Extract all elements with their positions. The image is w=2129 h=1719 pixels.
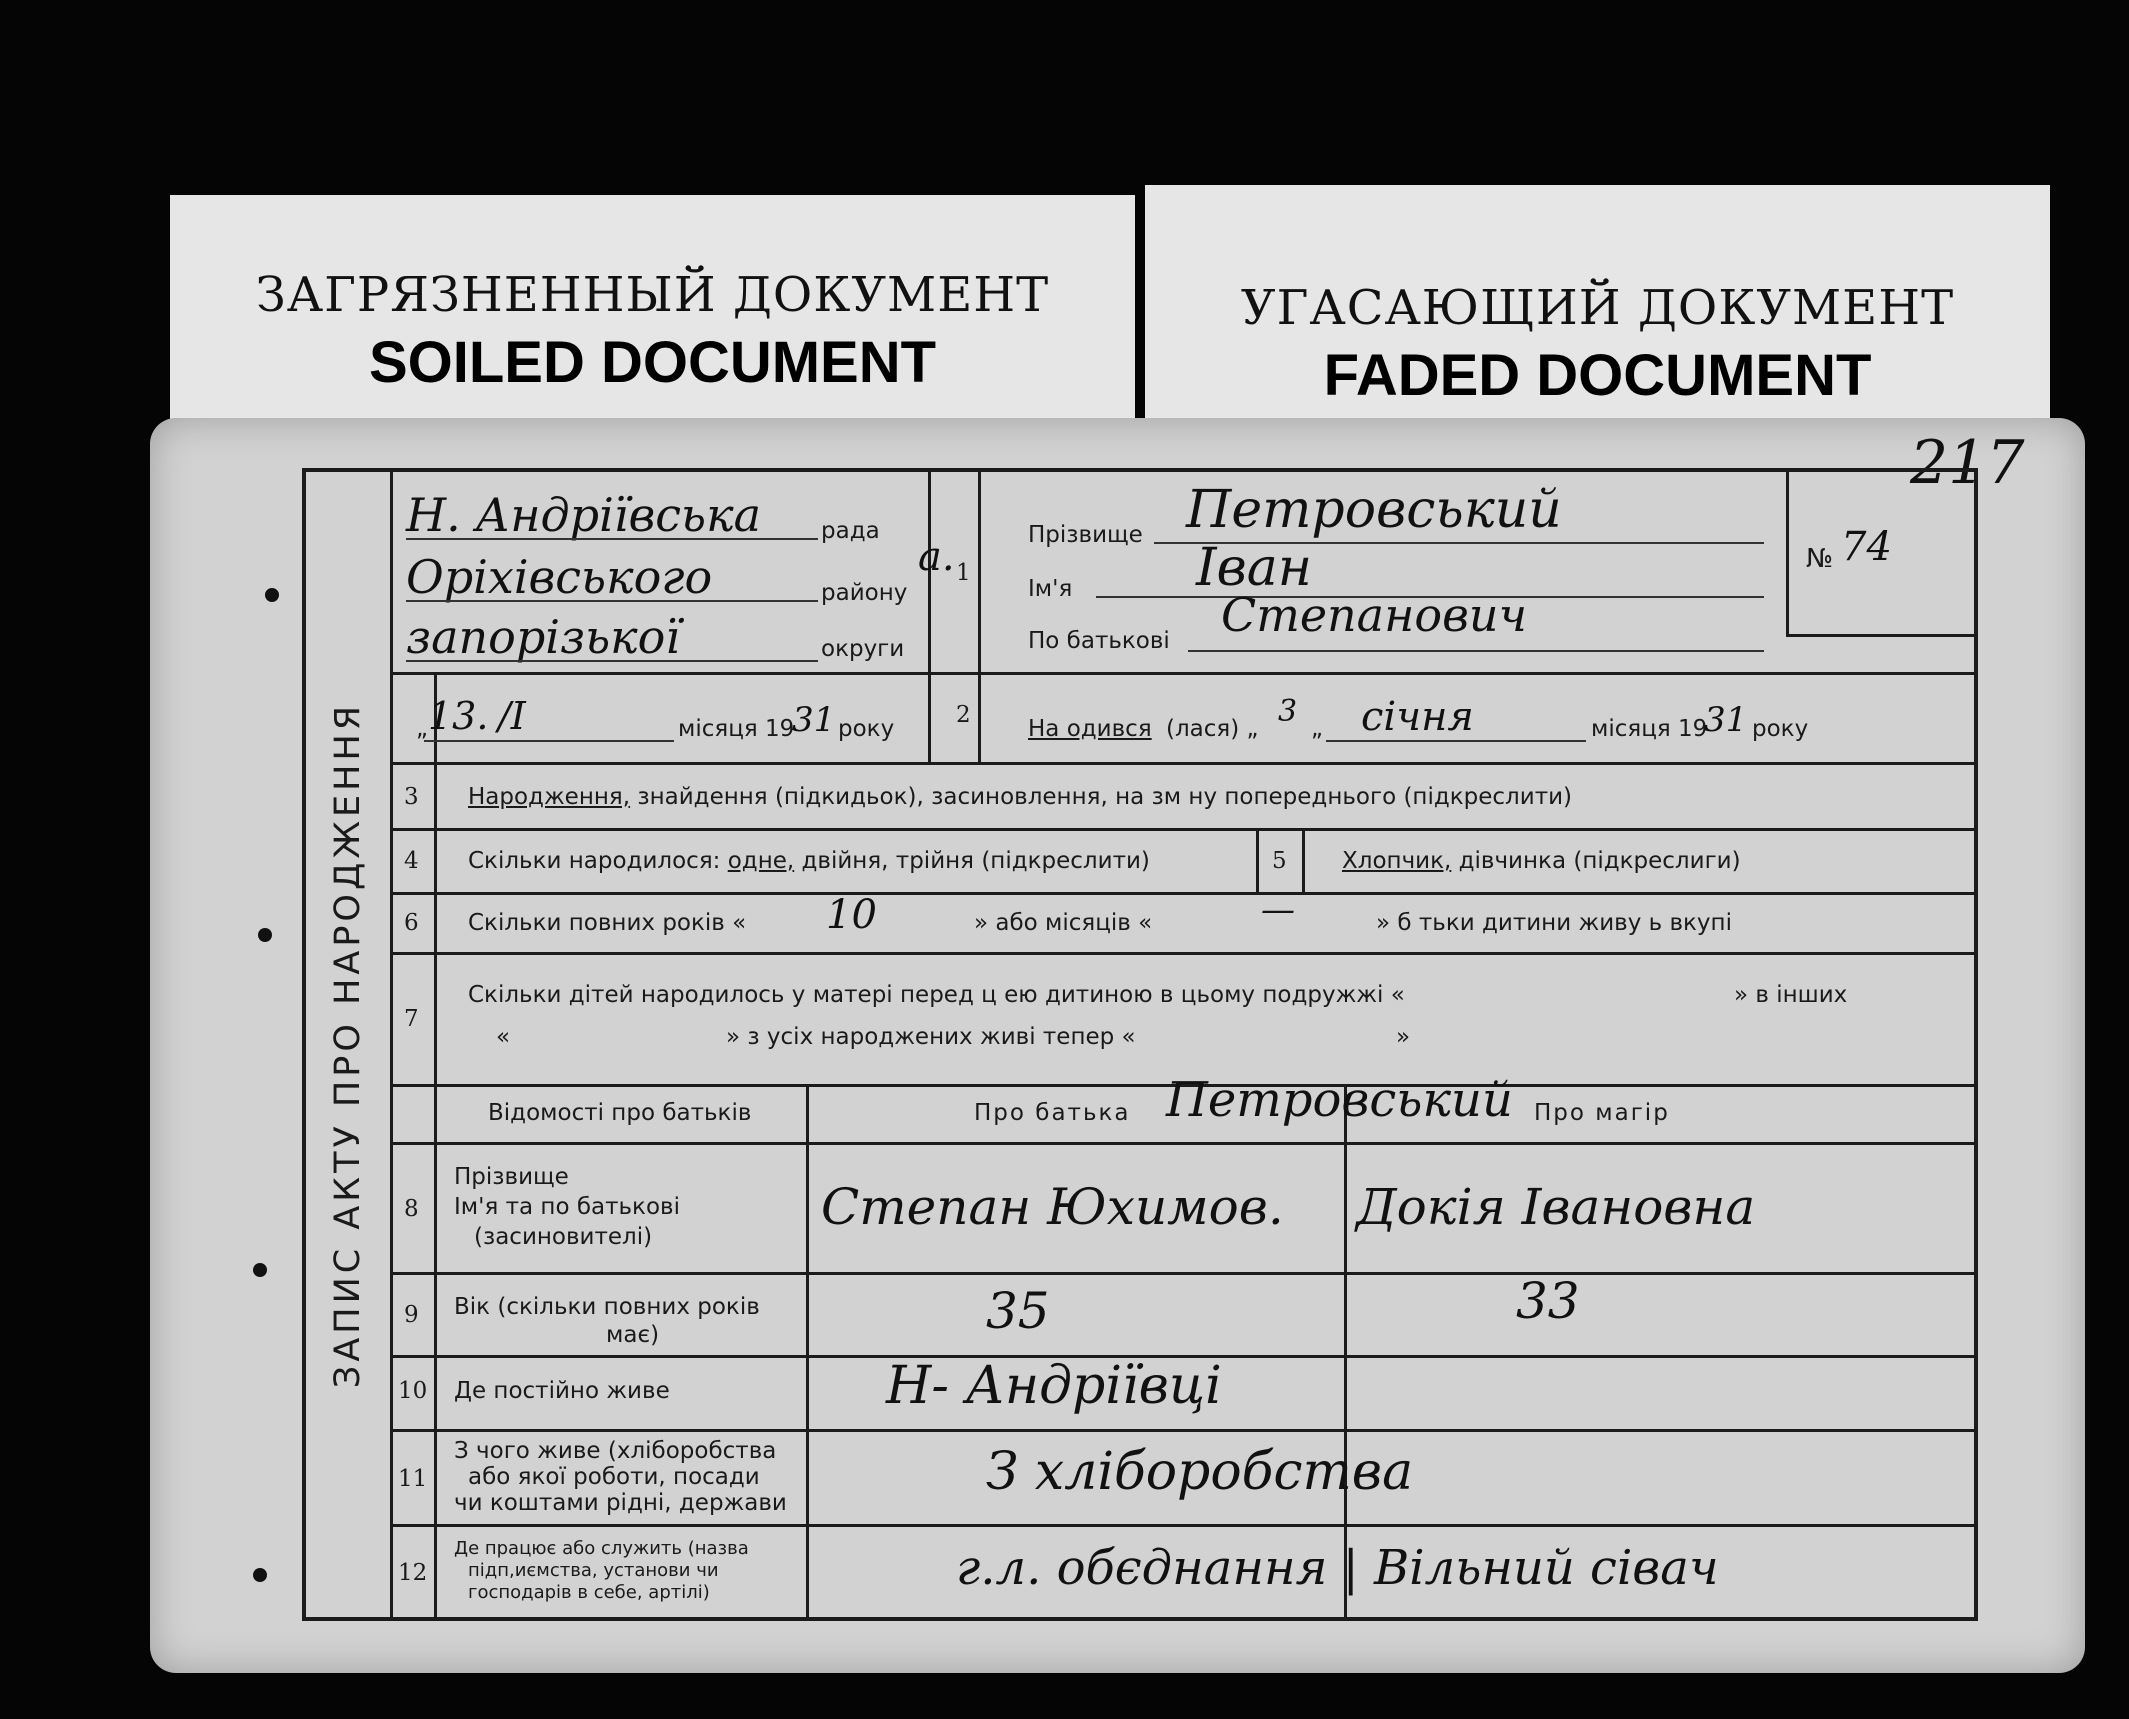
row-7-line1b: » в інших <box>1734 982 1848 1008</box>
mother-age: 33 <box>1516 1272 1580 1330</box>
row-number-7: 7 <box>404 1006 419 1032</box>
divider <box>978 472 981 762</box>
row-6-label-b: » або місяців « <box>974 910 1153 936</box>
divider <box>390 762 1974 765</box>
born-year: 31 <box>1704 700 1748 740</box>
punch-hole <box>253 1568 267 1582</box>
reg-year: 31 <box>792 700 836 740</box>
reg-day: 13. <box>428 694 489 738</box>
fill-line <box>406 538 818 540</box>
record-form <box>302 468 1978 1621</box>
row-5-underlined: Хлопчик, <box>1342 848 1452 874</box>
side-title: ЗАПИС АКТУ ПРО НАРОДЖЕННЯ <box>328 701 368 1388</box>
divider <box>390 1524 1974 1527</box>
punch-hole <box>253 1263 267 1277</box>
mark-1: а. <box>918 534 955 580</box>
row-9-label-2: має) <box>606 1322 660 1348</box>
divider <box>806 1084 809 1617</box>
patronymic-value: Степанович <box>1221 588 1528 642</box>
row-6-label-a: Скільки повних років « <box>468 910 747 936</box>
row-4-label: Скільки народилося: <box>468 848 728 874</box>
residence-value: Н- Андріївці <box>886 1356 1222 1416</box>
row-number-10: 10 <box>398 1378 428 1404</box>
born-mid: місяця 19 <box>1591 716 1708 742</box>
divider <box>390 1142 1974 1145</box>
fill-line <box>406 600 818 602</box>
row-number-6: 6 <box>404 910 419 936</box>
divider <box>390 1272 1974 1275</box>
okruha-label: округи <box>821 636 905 662</box>
born-quote: „ <box>1311 716 1323 742</box>
row-5-rest: дівчинка (підкреслиги) <box>1451 848 1741 874</box>
fill-line <box>1188 650 1764 652</box>
raion-value: Оріхівського <box>406 550 713 604</box>
row-4-rest: двійня, трійня (підкреслити) <box>794 848 1150 874</box>
number-value: 74 <box>1841 524 1892 570</box>
faded-document-label <box>1145 185 2050 435</box>
surname-value: Петровський <box>1186 480 1562 540</box>
patronymic-label: По батькові <box>1028 628 1170 654</box>
soiled-label-ru: ЗАГРЯЗНЕННЫЙ ДОКУМЕНТ <box>255 267 1050 323</box>
occupation-value: З хліборобства <box>986 1442 1414 1502</box>
divider <box>390 1429 1974 1432</box>
row-4-text <box>468 848 1150 874</box>
row-8-label-3: (засиновителі) <box>474 1224 653 1250</box>
col-father-hw: Петровський <box>1166 1072 1513 1128</box>
row-number-5: 5 <box>1272 848 1287 874</box>
surname-label: Прізвище <box>1028 522 1143 548</box>
row-7-line2b: » з усіх народжених живі тепер « <box>726 1024 1136 1050</box>
page-number: 217 <box>1910 428 2025 498</box>
row-3-rest: знайдення (підкидьок), засиновлення, на зм ну попереднього (підкреслити) <box>630 784 1573 810</box>
row-9-label-1: Вік (скільки повних років <box>454 1294 760 1320</box>
divider <box>1786 472 1789 634</box>
rada-value: Н. Андріївська <box>406 488 761 542</box>
row-number-3: 3 <box>404 784 419 810</box>
faded-label-en: FADED DOCUMENT <box>1323 343 1872 408</box>
side-title-strip <box>306 472 393 1617</box>
row-number-4: 4 <box>404 848 419 874</box>
row-11-label-3: чи коштами рідні, держави <box>454 1490 787 1516</box>
name-label: Ім'я <box>1028 576 1073 602</box>
row-number-11: 11 <box>398 1466 428 1492</box>
row-number-12: 12 <box>398 1560 428 1586</box>
col-mother-header: Про магір <box>1534 1100 1670 1126</box>
fill-line <box>1326 740 1586 742</box>
row-10-label: Де постійно живе <box>454 1378 670 1404</box>
born-suffix: року <box>1752 716 1809 742</box>
row-6-label-c: » б тьки дитини живу ь вкупі <box>1376 910 1732 936</box>
row-7-line1a: Скільки дітей народилось у матері перед ц ею дитиною в цьому подружжі « <box>468 982 1405 1008</box>
row-6-months: — <box>1261 890 1295 930</box>
row-4-underlined: одне, <box>727 848 795 874</box>
born-label-b: (лася) „ <box>1166 716 1259 742</box>
divider <box>1786 634 1974 637</box>
name-value: Іван <box>1196 538 1313 598</box>
punch-hole <box>258 928 272 942</box>
workplace-value: г.л. обєднання | Вільний сівач <box>956 1540 1719 1596</box>
okruha-value: запорізької <box>406 610 681 664</box>
born-day: 3 <box>1278 694 1298 729</box>
soiled-document-label <box>170 195 1135 435</box>
rada-label: рада <box>821 518 880 544</box>
row-3-text <box>468 784 1572 810</box>
divider <box>390 828 1974 831</box>
row-3-underlined: Народження, <box>468 784 631 810</box>
row-6-years: 10 <box>826 892 877 938</box>
divider <box>390 952 1974 955</box>
number-label: № <box>1806 544 1834 574</box>
row-11-label-1: З чого живе (хліборобства <box>454 1438 777 1464</box>
row-5-text <box>1342 848 1741 874</box>
row-8-label-1: Прізвище <box>454 1164 569 1190</box>
father-name: Степан Юхимов. <box>821 1178 1284 1236</box>
reg-date-prefix: „ <box>416 716 428 742</box>
divider <box>1344 1084 1347 1617</box>
punch-hole <box>265 588 279 602</box>
fill-line <box>424 740 674 742</box>
fill-line <box>406 660 818 662</box>
divider <box>390 892 1974 895</box>
row-7-line2a: « <box>496 1024 511 1050</box>
soiled-label-en: SOILED DOCUMENT <box>368 330 937 395</box>
row-number-2: 2 <box>956 702 971 728</box>
row-number-1: 1 <box>956 560 971 586</box>
row-11-label-2: або якої роботи, посади <box>468 1464 760 1490</box>
row-12-label-1: Де працює або служить (назва <box>454 1538 749 1559</box>
col-info-header: Відомості про батьків <box>488 1100 752 1126</box>
raion-label: району <box>821 580 908 606</box>
divider <box>928 472 931 762</box>
col-father-header: Про батька <box>974 1100 1131 1126</box>
faded-label-ru: УГАСАЮЩИЙ ДОКУМЕНТ <box>1240 280 1955 336</box>
row-12-label-3: господарів в себе, артілі) <box>468 1582 710 1603</box>
row-number-8: 8 <box>404 1196 419 1222</box>
born-month: січня <box>1361 694 1474 740</box>
row-number-9: 9 <box>404 1302 419 1328</box>
row-12-label-2: підп,иємства, установи чи <box>468 1560 719 1581</box>
divider <box>434 672 437 1617</box>
reg-date-mid: місяця 19 <box>678 716 795 742</box>
mother-name: Докія Івановна <box>1356 1178 1756 1236</box>
father-age: 35 <box>986 1282 1050 1340</box>
row-8-label-2: Ім'я та по батькові <box>454 1194 680 1220</box>
divider <box>1302 828 1305 892</box>
row-7-line2c: » <box>1396 1024 1411 1050</box>
reg-month: /I <box>498 694 526 738</box>
divider <box>1256 828 1259 892</box>
born-label-a: На одився <box>1028 716 1152 742</box>
reg-date-suffix: року <box>838 716 895 742</box>
divider <box>390 672 1974 675</box>
